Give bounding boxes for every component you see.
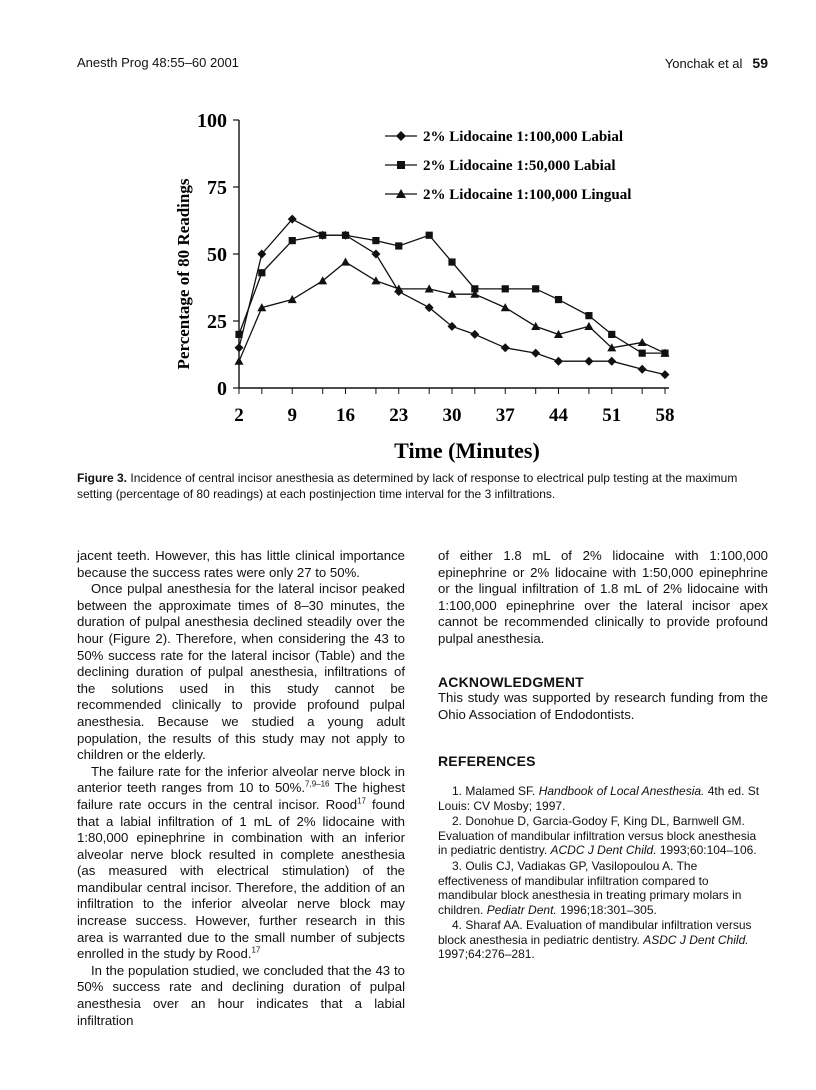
data-point-square bbox=[555, 296, 562, 303]
data-point-diamond bbox=[607, 357, 616, 366]
citation-superscript: 7,9–16 bbox=[305, 779, 330, 789]
y-tick-label: 25 bbox=[207, 311, 227, 333]
x-axis-title: Time (Minutes) bbox=[394, 438, 540, 463]
acknowledgment-heading: ACKNOWLEDGMENT bbox=[438, 673, 584, 690]
data-point-diamond bbox=[501, 343, 510, 352]
text-run: found that a labial infiltration of 1 mL of 2% lidocaine with 1:80,000 epinephrine in combination with an inferior alveolar nerve block resulted in complete anesthesia (as measured with electrical stimulation) of the mandibular central incisor. Therefore, the addition of an infiltration to the inferior alveolar nerve block may increase success. However, further research in this area is warranted due to the small number of subjects enrolled in the study by Rood. bbox=[77, 796, 405, 962]
data-point-square bbox=[502, 285, 509, 292]
y-tick-label: 50 bbox=[207, 244, 227, 266]
running-header-authors: Yonchak et al bbox=[664, 56, 743, 71]
data-point-triangle bbox=[584, 322, 593, 330]
data-point-triangle bbox=[341, 258, 350, 266]
figure-caption bbox=[77, 470, 767, 502]
data-point-square bbox=[448, 258, 455, 265]
data-point-square bbox=[342, 232, 349, 239]
data-point-square bbox=[235, 331, 242, 338]
data-point-diamond bbox=[584, 357, 593, 366]
data-point-triangle bbox=[288, 295, 297, 303]
x-tick-label: 23 bbox=[389, 405, 409, 426]
page-number: 59 bbox=[752, 55, 768, 71]
reference-item: 4. Sharaf AA. Evaluation of mandibular infiltration versus block anesthesia in pediatric dentistry. ASDC J Dent Child. 1997;64:276–281. bbox=[438, 918, 752, 962]
left-column bbox=[77, 548, 405, 1029]
reference-list bbox=[438, 784, 768, 962]
data-point-diamond bbox=[470, 330, 479, 339]
right-column bbox=[438, 548, 768, 963]
data-point-diamond bbox=[638, 365, 647, 374]
series-line-triangle bbox=[239, 262, 665, 361]
data-point-triangle bbox=[638, 338, 647, 346]
paragraph: of either 1.8 mL of 2% lidocaine with 1:100,000 epinephrine or 2% lidocaine with 1:50,000 epinephrine or the lingual infiltration of 1.8 mL of 2% lidocaine with 1:100,000 epinephrine over the lateral incisor apex cannot be recommended clinically to provide profound pulpal anesthesia. bbox=[438, 548, 768, 646]
y-tick-label: 0 bbox=[217, 378, 227, 400]
data-point-diamond bbox=[661, 370, 670, 379]
y-tick-label: 75 bbox=[207, 177, 227, 199]
data-point-diamond bbox=[554, 357, 563, 366]
data-point-triangle bbox=[371, 276, 380, 284]
x-tick-label: 2 bbox=[234, 405, 244, 426]
legend-label: 2% Lidocaine 1:50,000 Labial bbox=[423, 158, 616, 174]
x-tick-label: 44 bbox=[549, 405, 568, 426]
data-point-triangle bbox=[235, 357, 244, 365]
data-point-square bbox=[426, 232, 433, 239]
y-axis-title: Percentage of 80 Readings bbox=[174, 178, 193, 370]
data-point-triangle bbox=[501, 303, 510, 311]
paragraph bbox=[77, 764, 405, 963]
x-tick-label: 37 bbox=[495, 405, 515, 426]
paragraph: Once pulpal anesthesia for the lateral incisor peaked between the approximate times of 8–30 minutes, the duration of pulpal anesthesia declined steadily over the hour (Figure 2). Therefore, when considering the 43 to 50% success rate for the lateral incisor (Table) and the declining duration of pulpal anesthesia, infiltrations of the solutions used in this study cannot be recommended clinically to provide profound pulpal anesthesia. Because we studied a young adult population, the results of this study may not apply to children or the elderly. bbox=[77, 581, 405, 763]
data-point-square bbox=[289, 237, 296, 244]
legend-marker-diamond bbox=[396, 131, 406, 141]
data-point-diamond bbox=[235, 343, 244, 352]
running-header-journal: Anesth Prog 48:55–60 2001 bbox=[77, 55, 239, 70]
references-heading: REFERENCES bbox=[438, 753, 536, 770]
legend-label: 2% Lidocaine 1:100,000 Labial bbox=[423, 129, 624, 145]
data-point-square bbox=[639, 350, 646, 357]
citation-superscript: 17 bbox=[251, 945, 261, 955]
paragraph: In the population studied, we concluded that the 43 to 50% success rate and declining duration of pulpal anesthesia over an hour indicates that a labial infiltration bbox=[77, 962, 405, 1028]
data-point-triangle bbox=[531, 322, 540, 330]
figure-3-chart bbox=[160, 100, 700, 470]
data-point-square bbox=[532, 285, 539, 292]
data-point-square bbox=[395, 242, 402, 249]
x-tick-label: 16 bbox=[336, 405, 355, 426]
running-header-right bbox=[665, 55, 768, 71]
figure-caption-text: Incidence of central incisor anesthesia as determined by lack of response to electrical pulp testing at the maximum setting (percentage of 80 readings) at each postinjection time interval for the 3 infiltrations. bbox=[77, 471, 738, 501]
y-tick-label: 100 bbox=[197, 110, 227, 132]
acknowledgment-text: This study was supported by research funding from the Ohio Association of Endodontists. bbox=[438, 690, 768, 722]
paragraph: jacent teeth. However, this has little clinical importance because the success rates were only 27 to 50%. bbox=[77, 548, 405, 580]
figure-label: Figure 3. bbox=[77, 471, 128, 485]
x-tick-label: 51 bbox=[602, 405, 622, 426]
citation-superscript: 17 bbox=[357, 796, 366, 806]
x-tick-label: 30 bbox=[442, 405, 462, 426]
data-point-square bbox=[608, 331, 615, 338]
data-point-diamond bbox=[371, 250, 380, 259]
data-point-diamond bbox=[531, 349, 540, 358]
reference-item: 1. Malamed SF. Handbook of Local Anesthesia. 4th ed. St Louis: CV Mosby; 1997. bbox=[438, 783, 760, 813]
text-run: The failure rate for the inferior alveolar nerve block in anterior teeth ranges from 10 to 50%. bbox=[77, 763, 405, 796]
reference-item: 2. Donohue D, Garcia-Godoy F, King DL, Barnwell GM. Evaluation of mandibular infiltration versus block anesthesia in pediatric dentistry. ACDC J Dent Child. 1993;60:104–106. bbox=[438, 814, 757, 858]
data-point-square bbox=[258, 269, 265, 276]
legend-marker-square bbox=[397, 161, 405, 169]
reference-item: 3. Oulis CJ, Vadiakas GP, Vasilopoulou A. The effectiveness of mandibular infiltration compared to mandibular block anesthesia in treating primary molars in children. Pediatr Dent. 1996;18:301–305. bbox=[438, 858, 742, 917]
data-point-square bbox=[372, 237, 379, 244]
data-point-square bbox=[319, 232, 326, 239]
x-tick-label: 58 bbox=[655, 405, 675, 426]
data-point-square bbox=[585, 312, 592, 319]
text-run: The highest failure rate occurs in the central incisor. Rood bbox=[77, 780, 406, 812]
x-tick-label: 9 bbox=[287, 405, 297, 426]
legend-label: 2% Lidocaine 1:100,000 Lingual bbox=[423, 187, 632, 203]
